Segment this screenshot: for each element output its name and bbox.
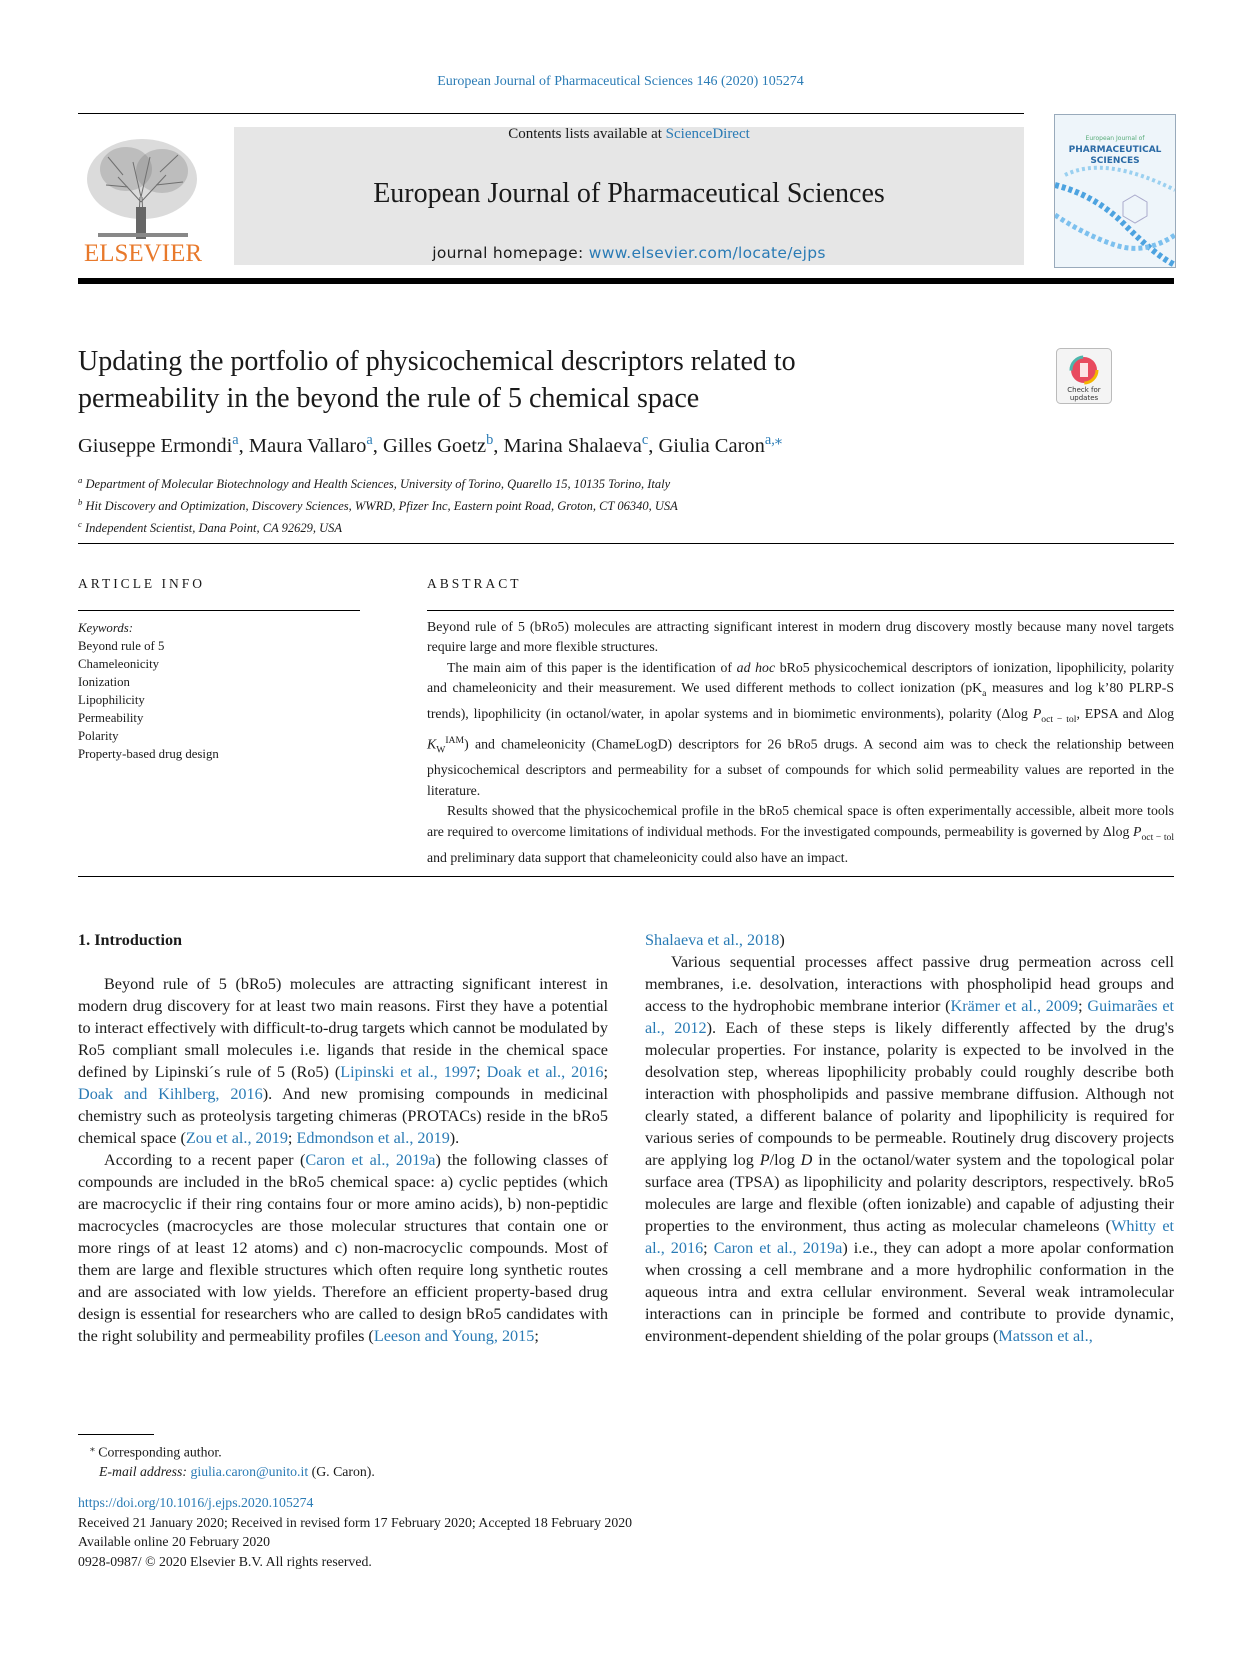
- footnotes: [78, 1439, 878, 1481]
- article-info-rule: [78, 610, 360, 611]
- author-affil-sup[interactable]: c: [641, 432, 649, 448]
- email-link[interactable]: giulia.caron@unito.it: [190, 1463, 309, 1479]
- citation-link[interactable]: Caron et al., 2019a: [713, 1239, 843, 1257]
- article-title: [78, 343, 958, 417]
- journal-cover-thumbnail[interactable]: [1054, 114, 1176, 268]
- abstract-paragraph: Results showed that the physicochemical profile in the bRo5 chemical space is often experimentally accessible, albeit more tools are required to overcome limitations of individual methods. For the investigated compounds, permeability is governed by Δlog $P_{oct - tol}$ and preliminary data support that chameleonicity could also have an impact.: [427, 803, 1175, 865]
- footnote-rule: [78, 1434, 154, 1435]
- journal-name: European Journal of Pharmaceutical Sciences: [373, 178, 885, 209]
- corresponding-author-note: [78, 1439, 878, 1462]
- body-column-left: [78, 929, 608, 1347]
- author-list: Giuseppe Ermondi$^a$, Maura Vallaro$^a$, Gilles Goetz$^b$, Marina Shalaeva$^c$, Giulia Caron$^{a,⁎}$: [78, 432, 783, 457]
- contents-prefix: Contents lists available at: [508, 126, 666, 142]
- citation-link[interactable]: Caron et al., 2019a: [305, 1151, 436, 1169]
- citation-link[interactable]: Doak et al., 2016: [486, 1063, 604, 1081]
- abstract-body: [427, 617, 1174, 868]
- header-bottom-rule: [78, 278, 1174, 284]
- affiliation-marker: c: [78, 519, 82, 530]
- affiliation: [78, 515, 1078, 537]
- abstract-paragraph: Beyond rule of 5 (bRo5) molecules are attracting significant interest in modern drug discovery mostly because many novel targets require large and more flexible structures.: [427, 619, 1174, 655]
- contents-line: [234, 126, 1024, 143]
- citation-link[interactable]: Krämer et al., 2009: [950, 997, 1079, 1015]
- body-paragraph: According to a recent paper (Caron et al., 2019a) the following classes of compounds are included in the bRo5 chemical space: a) cyclic peptides (which are macrocyclic if their ring contains four or more amino acids), b) non-peptidic macrocycles (macrocycles are those molecular structures that contain one or more rings of at least 12 atoms) and c) non-macrocyclic compounds. Most of them are large and flexible structures which often require long synthetic routes and are associated with low yields. Therefore an efficient property-based drug design is essential for researchers who are called to design bRo5 candidates with the right solubility and permeability profiles (Leeson and Young, 2015;: [78, 1151, 608, 1345]
- email-note: [78, 1462, 878, 1481]
- author-name[interactable]: Gilles Goetz: [383, 434, 487, 457]
- citation-link[interactable]: Leeson and Young, 2015: [373, 1327, 535, 1345]
- homepage-prefix: journal homepage:: [432, 244, 589, 262]
- article-info-heading: ARTICLE INFO: [78, 576, 206, 591]
- author-affil-sup[interactable]: b: [486, 432, 494, 448]
- citation-link[interactable]: Lipinski et al., 1997: [340, 1063, 477, 1081]
- corresponding-text: Corresponding author.: [94, 1444, 222, 1460]
- affiliations: [78, 471, 1078, 537]
- affiliation: [78, 471, 1078, 493]
- doi-link[interactable]: https://doi.org/10.1016/j.ejps.2020.105274: [78, 1495, 314, 1510]
- elsevier-tree-icon: [78, 127, 208, 265]
- citation-link[interactable]: Matsson et al.,: [998, 1327, 1093, 1345]
- citation-link[interactable]: Edmondson et al., 2019: [296, 1129, 450, 1147]
- keyword: Chameleonicity: [78, 657, 160, 671]
- header-top-rule: [78, 113, 1024, 114]
- affiliation-text: Department of Molecular Biotechnology and Health Sciences, University of Torino, Quarello 15, 10135 Torino, Italy: [85, 477, 671, 492]
- affiliation-text: Independent Scientist, Dana Point, CA 92629, USA: [85, 521, 343, 536]
- citation-link[interactable]: Zou et al., 2019: [185, 1129, 288, 1147]
- affiliation-marker: a: [78, 475, 83, 485]
- citation-link[interactable]: Doak and Kihlberg, 2016: [78, 1085, 263, 1103]
- author-affil-sup[interactable]: a: [366, 432, 373, 448]
- check-updates-label-2: updates: [1069, 394, 1099, 402]
- section-heading: 1. Introduction: [78, 931, 183, 949]
- article-title-line2: permeability in the beyond the rule of 5 chemical space: [78, 383, 700, 414]
- cover-title-line3: SCIENCES: [1090, 156, 1140, 166]
- cover-title-line1: European Journal of: [1085, 135, 1145, 142]
- elsevier-wordmark: ELSEVIER: [83, 240, 203, 265]
- journal-cover-image: [1055, 115, 1175, 267]
- keyword: Property-based drug design: [78, 747, 219, 761]
- check-for-updates-button[interactable]: [1056, 348, 1112, 404]
- keyword: Ionization: [78, 675, 130, 689]
- body-column-right: [645, 929, 1174, 1347]
- cover-title-line2: PHARMACEUTICAL: [1068, 145, 1162, 155]
- corresponding-mark: ⁎: [90, 1443, 95, 1454]
- author-name[interactable]: Marina Shalaeva: [503, 434, 642, 457]
- author-name[interactable]: Maura Vallaro: [248, 434, 367, 457]
- keyword: Lipophilicity: [78, 693, 145, 707]
- affiliation-text: Hit Discovery and Optimization, Discovery Sciences, WWRD, Pfizer Inc, Eastern point Road, Groton, CT 06340, USA: [85, 499, 678, 514]
- author-name[interactable]: Giuseppe Ermondi: [78, 434, 233, 457]
- keywords-label: Keywords:: [78, 621, 133, 635]
- author-affil-sup[interactable]: a,⁎: [764, 432, 783, 448]
- affiliation: [78, 493, 1078, 515]
- keywords-list: [78, 619, 360, 763]
- homepage-line: [234, 244, 1024, 262]
- citation-link[interactable]: Whitty et al., 2016: [645, 1217, 1175, 1257]
- received-dates: Received 21 January 2020; Received in revised form 17 February 2020; Accepted 18 February 2020: [78, 1514, 633, 1530]
- email-suffix: (G. Caron).: [308, 1463, 375, 1479]
- elsevier-logo: [78, 127, 208, 265]
- keyword: Polarity: [78, 729, 119, 743]
- available-online: Available online 20 February 2020: [78, 1534, 271, 1549]
- affiliations-bottom-rule: [78, 543, 1174, 544]
- author-affil-sup[interactable]: a: [232, 432, 239, 448]
- article-title-line1: Updating the portfolio of physicochemical descriptors related to: [78, 346, 796, 377]
- affiliation-marker: b: [78, 497, 83, 508]
- keyword: Beyond rule of 5: [78, 639, 165, 653]
- homepage-link[interactable]: www.elsevier.com/locate/ejps: [588, 244, 826, 262]
- body-paragraph-continued: Shalaeva et al., 2018): [645, 931, 785, 949]
- copyright: 0928-0987/ © 2020 Elsevier B.V. All rights reserved.: [78, 1553, 372, 1569]
- keyword: Permeability: [78, 711, 144, 725]
- citation-link[interactable]: Shalaeva et al., 2018: [645, 931, 780, 949]
- journal-reference[interactable]: European Journal of Pharmaceutical Sciences 146 (2020) 105274: [437, 74, 804, 89]
- abstract-heading: ABSTRACT: [427, 576, 522, 591]
- body-paragraph: Various sequential processes affect passive drug permeation across cell membranes, i.e. desolvation, interactions with phospholipid head groups and access to the hydrophobic membrane interior (Krämer et al., 2009; Guimarães et al., 2012). Each of these steps is likely differently affected by the drug's molecular properties. For instance, polarity is expected to be involved in the desolvation step, whereas lipophilicity probably could roughly describe both interaction with phospholipids and passive membrane diffusion. Although not clearly stated, a different balance of polarity and lipophilicity is required for various series of compounds to be permeable. Routinely drug discovery projects are applying log P/log D in the octanol/water system and the topological polar surface area (TPSA) as lipophilicity and polarity descriptors, respectively. bRo5 molecules are large and flexible (often ionizable) and capable of adjusting their properties to the environment, thus acting as molecular chameleons (Whitty et al., 2016; Caron et al., 2019a) i.e., they can adopt a more apolar conformation when crossing a cell membrane and a more hydrophilic conformation in the aqueous intra and extra cellular environment. Several weak intramolecular interactions can in principle be formed and contribute to provide dynamic, environment-dependent shielding of the polar groups (Matsson et al.,: [645, 953, 1175, 1345]
- citation-link[interactable]: Guimarães et al., 2012: [645, 997, 1174, 1037]
- abstract-rule: [427, 610, 1174, 611]
- email-label: E-mail address:: [99, 1463, 191, 1479]
- sciencedirect-link[interactable]: ScienceDirect: [665, 126, 750, 142]
- abstract-paragraph: The main aim of this paper is the identification of ad hoc bRo5 physicochemical descriptors of ionization, lipophilicity, polarity and chameleonicity and their measurement. We used different methods to collect ionization ($pK_a$ measures and log k’80 PLRP-S trends), lipophilicity (in octanol/water, in apolar systems and in biomimetic environments), polarity (Δlog $P_{oct - tol}$, EPSA and Δlog $K_W^{IAM}$) and chameleonicity (ChameLogD) descriptors for 26 bRo5 drugs. A second aim was to check the relationship between physicochemical descriptors and permeability for a subset of compounds for which solid permeability values are reported in the literature.: [427, 659, 1175, 798]
- abstract-bottom-rule: [78, 876, 1174, 877]
- body-paragraph: Beyond rule of 5 (bRo5) molecules are attracting significant interest in modern drug discovery for at least two main reasons. First they have a potential to interact effectively with difficult-to-drug targets which cannot be modulated by Ro5 compliant small molecules i.e. ligands that reside in the chemical space defined by Lipinski´s rule of 5 (Ro5) (Lipinski et al., 1997; Doak et al., 2016; Doak and Kihlberg, 2016). And new promising compounds in medicinal chemistry such as proteolysis targeting chimeras (PROTACs) reside in the bRo5 chemical space (Zou et al., 2019; Edmondson et al., 2019).: [78, 975, 609, 1147]
- publication-info: [78, 1493, 978, 1571]
- check-updates-label-1: Check for: [1067, 386, 1101, 394]
- check-updates-icon: [1056, 348, 1112, 404]
- author-name[interactable]: Giulia Caron: [658, 434, 765, 457]
